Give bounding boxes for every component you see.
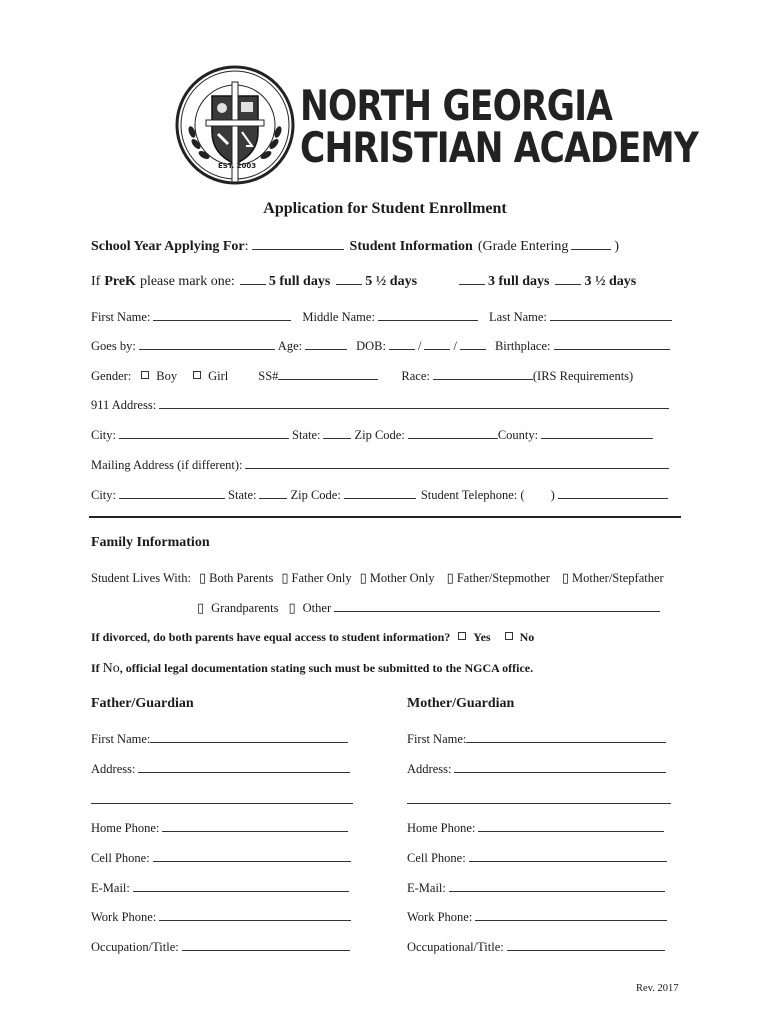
prek-row: If PreK please mark one: 5 full days 5 ½ days 3 full days 3 ½ days: [91, 274, 637, 289]
dob-month-field[interactable]: [389, 338, 415, 350]
father-occupation-field[interactable]: [182, 939, 350, 951]
state-field[interactable]: [323, 427, 351, 439]
mother-work-phone-row: Work Phone:: [407, 909, 670, 925]
address-911-row: 911 Address:: [91, 397, 672, 413]
father-stepmother-checkbox[interactable]: ▯: [446, 570, 454, 585]
father-occupation-row: Occupation/Title:: [91, 939, 353, 955]
grade-entering-label: (Grade Entering: [477, 239, 569, 254]
mailing-city-field[interactable]: [119, 487, 225, 499]
student-first-name-field[interactable]: [153, 309, 291, 321]
gender-boy-checkbox[interactable]: [141, 371, 149, 379]
prek-5-half-label: 5 ½ days: [365, 274, 418, 289]
father-email-row: E-Mail:: [91, 880, 352, 896]
grade-entering-field[interactable]: [571, 238, 611, 250]
mother-occupation-row: Occupational/Title:: [407, 939, 668, 955]
prek-5-half-blank[interactable]: [336, 273, 362, 285]
father-work-phone-row: Work Phone:: [91, 909, 354, 925]
age-field[interactable]: [305, 338, 347, 350]
mother-email-field[interactable]: [449, 880, 665, 892]
family-heading: Family Information: [91, 535, 210, 550]
student-gender-row: Gender: Boy Girl SS# Race: (IRS Requirements): [91, 369, 634, 383]
grandparents-checkbox[interactable]: ▯: [197, 600, 205, 615]
prek-word: PreK: [104, 274, 136, 289]
city-row: City: State: Zip Code: County:: [91, 427, 656, 443]
prek-3-full-label: 3 full days: [488, 274, 550, 289]
student-telephone-area-field: [528, 488, 548, 499]
prek-3-half-label: 3 ½ days: [584, 274, 637, 289]
father-home-phone-row: Home Phone:: [91, 820, 351, 836]
goes-by-field[interactable]: [139, 338, 275, 350]
mother-work-phone-field[interactable]: [475, 909, 667, 921]
no-word: No: [102, 661, 120, 676]
mailing-row: Mailing Address (if different):: [91, 457, 672, 473]
mailing-address-field[interactable]: [245, 457, 669, 469]
student-name-row: First Name: Middle Name: Last Name:: [91, 309, 675, 325]
mother-home-phone-field[interactable]: [478, 820, 664, 832]
father-heading: Father/Guardian: [91, 696, 194, 711]
student-goes-by-row: Goes by: Age: DOB: / / Birthplace:: [91, 338, 673, 354]
mother-first-name-row: First Name:: [407, 731, 669, 747]
divorced-row: If divorced, do both parents have equal access to student information? Yes No: [91, 630, 535, 644]
father-work-phone-field[interactable]: [159, 909, 351, 921]
city-field[interactable]: [119, 427, 289, 439]
ss-number-field[interactable]: [278, 368, 378, 380]
prek-3-half-blank[interactable]: [555, 273, 581, 285]
dob-year-field[interactable]: [460, 338, 486, 350]
prek-3-full-blank[interactable]: [459, 273, 485, 285]
dob-day-field[interactable]: [424, 338, 450, 350]
both-parents-checkbox[interactable]: ▯: [198, 570, 207, 585]
mother-heading: Mother/Guardian: [407, 696, 515, 711]
mailing-zip-field[interactable]: [344, 487, 416, 499]
school-year-row: School Year Applying For : Student Information (Grade Entering ): [91, 239, 620, 254]
section-divider: [89, 516, 681, 518]
mailing-state-field[interactable]: [259, 487, 287, 499]
student-middle-name-field[interactable]: [378, 309, 478, 321]
mother-email-row: E-Mail:: [407, 880, 668, 896]
school-year-field[interactable]: [252, 238, 344, 250]
gender-girl-checkbox[interactable]: [193, 371, 201, 379]
lives-with-row: Student Lives With: ▯ Both Parents ▯ Father Only ▯ Mother Only ▯ Father/Stepmother ▯ Mother/Stepfather: [91, 570, 664, 585]
revision-label: Rev. 2017: [636, 983, 679, 994]
seal-established: EST. 2003: [218, 162, 257, 170]
lives-with-row-2: ▯ Grandparents ▯ Other: [197, 600, 663, 616]
mother-occupation-field[interactable]: [507, 939, 665, 951]
zip-field[interactable]: [408, 427, 498, 439]
other-checkbox[interactable]: ▯: [288, 600, 296, 615]
father-cell-phone-row: Cell Phone:: [91, 850, 354, 866]
legal-note-row: If No , official legal documentation stating such must be submitted to the NGCA office.: [91, 661, 534, 676]
birthplace-field[interactable]: [554, 338, 670, 350]
address-911-field[interactable]: [159, 397, 669, 409]
mother-home-phone-row: Home Phone:: [407, 820, 667, 836]
student-info-label: Student Information: [349, 239, 473, 254]
logo-line-2: CHRISTIAN ACADEMY: [300, 123, 698, 172]
mother-stepfather-checkbox[interactable]: ▯: [561, 570, 570, 585]
student-telephone-field[interactable]: [558, 487, 668, 499]
father-address-row: Address:: [91, 761, 353, 777]
mother-only-checkbox[interactable]: ▯: [359, 570, 367, 585]
mother-address-row: Address:: [407, 761, 669, 777]
mother-cell-phone-row: Cell Phone:: [407, 850, 670, 866]
prek-5-full-blank[interactable]: [240, 273, 266, 285]
father-address-line-2[interactable]: [91, 803, 353, 804]
county-field[interactable]: [541, 427, 653, 439]
divorced-no-checkbox[interactable]: [505, 632, 513, 640]
other-field[interactable]: [334, 600, 660, 612]
father-address-field[interactable]: [138, 761, 350, 773]
mother-address-field[interactable]: [454, 761, 666, 773]
divorced-yes-checkbox[interactable]: [458, 632, 466, 640]
mother-first-name-field[interactable]: [466, 731, 666, 743]
page-title: Application for Student Enrollment: [263, 200, 507, 217]
prek-5-full-label: 5 full days: [268, 274, 331, 289]
student-last-name-field[interactable]: [550, 309, 672, 321]
mailing-city-row: City: State: Zip Code: Student Telephone: ( ): [91, 487, 671, 503]
father-cell-phone-field[interactable]: [153, 850, 351, 862]
mother-address-line-2[interactable]: [407, 803, 671, 804]
school-seal: [172, 62, 298, 188]
father-home-phone-field[interactable]: [162, 820, 348, 832]
father-only-checkbox[interactable]: ▯: [281, 570, 289, 585]
father-email-field[interactable]: [133, 880, 349, 892]
race-field[interactable]: [433, 368, 533, 380]
father-first-name-row: First Name:: [91, 731, 351, 747]
school-year-label: School Year Applying For: [91, 239, 245, 254]
father-first-name-field[interactable]: [150, 731, 348, 743]
mother-cell-phone-field[interactable]: [469, 850, 667, 862]
logo-line-1: NORTH GEORGIA: [300, 81, 613, 130]
